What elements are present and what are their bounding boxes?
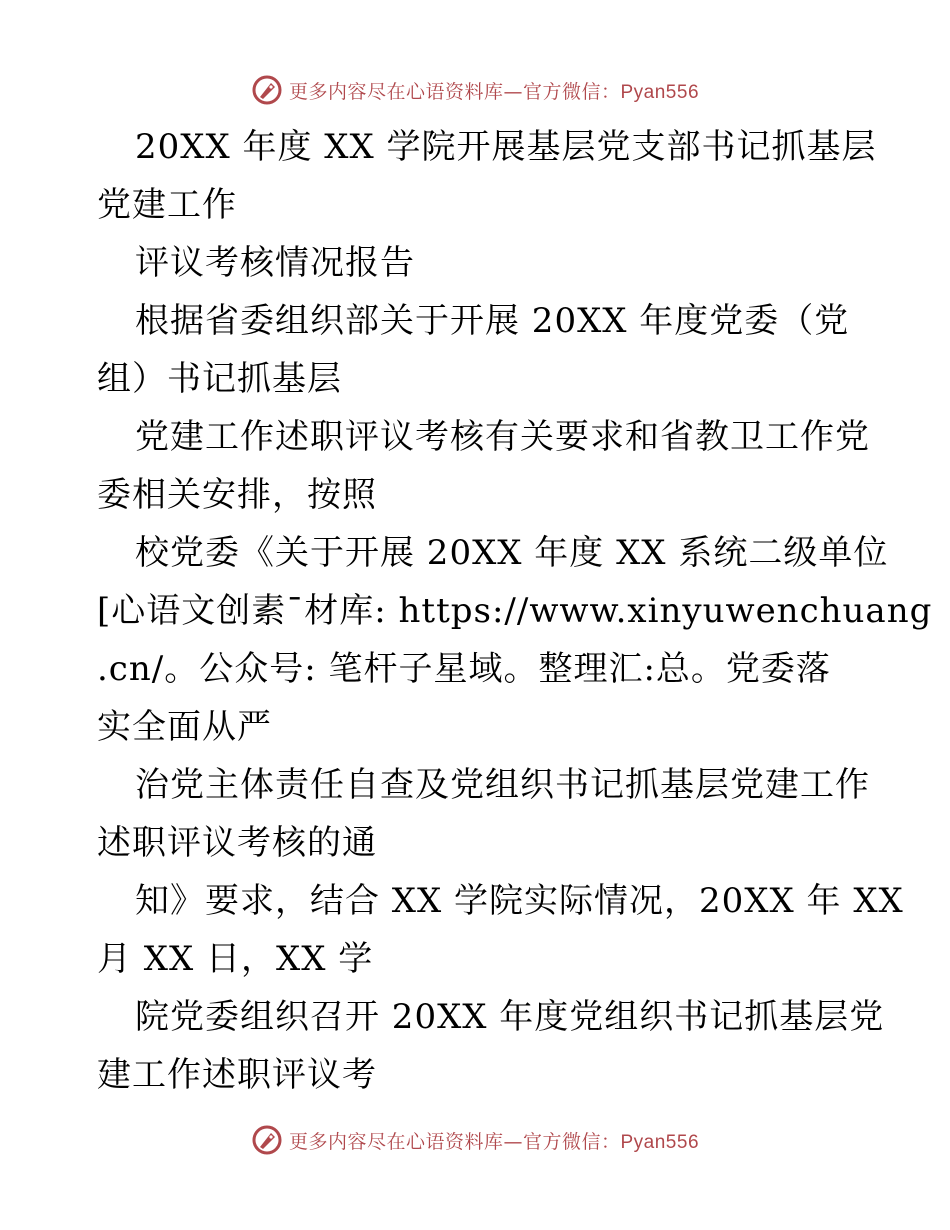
pen-nib-logo-icon: [251, 74, 283, 106]
header-banner: [0, 70, 950, 110]
banner-account: Pyan556: [620, 1131, 700, 1153]
footer-banner: [0, 1120, 950, 1160]
doc-line: 20XX 年度 XX 学院开展基层党支部书记抓基层: [135, 127, 877, 167]
banner-dash: —: [503, 1130, 523, 1153]
doc-line: 根据省委组织部关于开展 20XX 年度党委（党: [135, 301, 850, 341]
doc-line: 组）书记抓基层: [97, 359, 342, 399]
doc-line: .cn/。公众号: 笔杆子星域。整理汇:总。党委落: [97, 649, 831, 689]
banner-wechat-label: 官方微信：: [522, 80, 621, 103]
doc-line: 月 XX 日，XX 学: [97, 939, 374, 979]
doc-line: 校党委《关于开展 20XX 年度 XX 系统二级单位: [135, 533, 889, 573]
doc-line: 知》要求，结合 XX 学院实际情况，20XX 年 XX: [135, 881, 904, 921]
banner-dash: —: [503, 80, 523, 103]
doc-line: 委相关安排，按照: [97, 475, 377, 515]
doc-line: 党建工作: [97, 185, 237, 225]
doc-line: 党建工作述职评议考核有关要求和省教卫工作党: [135, 417, 870, 457]
doc-line: 实全面从严: [97, 707, 272, 747]
banner-text: [289, 77, 699, 104]
banner-slogan: 更多内容尽在心语资料库: [288, 1130, 504, 1153]
banner-slogan: 更多内容尽在心语资料库: [288, 80, 504, 103]
doc-line: 评议考核情况报告: [135, 243, 415, 283]
doc-line: 述职评议考核的通: [97, 823, 377, 863]
pen-nib-logo-icon: [251, 1124, 283, 1156]
banner-wechat-label: 官方微信：: [522, 1130, 621, 1153]
banner-account: Pyan556: [620, 81, 700, 103]
banner-text: [289, 1127, 699, 1154]
doc-line: 治党主体责任自查及党组织书记抓基层党建工作: [135, 765, 870, 805]
doc-line: 建工作述职评议考: [97, 1055, 377, 1095]
doc-line: [心语文创素¯材库: https://www.xinyuwenchuang: [97, 591, 933, 631]
doc-line: 院党委组织召开 20XX 年度党组织书记抓基层党: [135, 997, 885, 1037]
document-body: [97, 118, 933, 1104]
